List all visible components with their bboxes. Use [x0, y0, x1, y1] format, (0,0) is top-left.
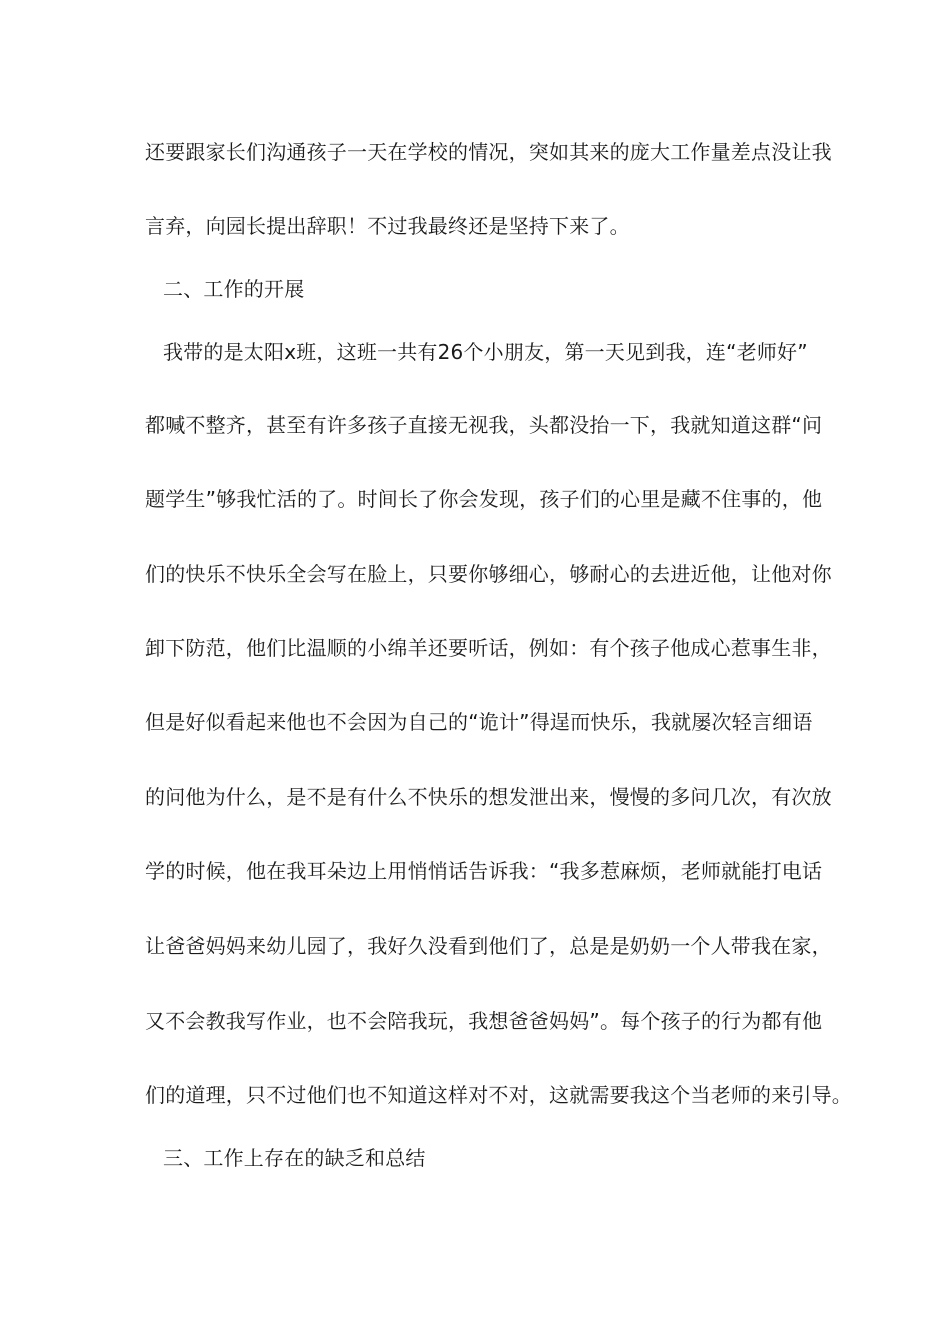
- paragraph-line: 让爸爸妈妈来幼儿园了，我好久没看到他们了，总是是奶奶一个人带我在家，: [145, 934, 832, 958]
- paragraph-line: 题学生”够我忙活的了。时间长了你会发现，孩子们的心里是藏不住事的，他: [145, 487, 823, 511]
- paragraph-line: 言弃，向园长提出辞职！不过我最终还是坚持下来了。: [145, 214, 630, 238]
- paragraph-line: 我带的是太阳x班，这班一共有26个小朋友，第一天见到我，连“老师好”: [163, 340, 808, 364]
- paragraph-line: 的问他为什么，是不是有什么不快乐的想发泄出来，慢慢的多问几次，有次放: [145, 785, 832, 809]
- paragraph-line: 卸下防范，他们比温顺的小绵羊还要听话，例如：有个孩子他成心惹事生非，: [145, 636, 832, 660]
- paragraph-line: 又不会教我写作业，也不会陪我玩，我想爸爸妈妈”。每个孩子的行为都有他: [145, 1009, 823, 1033]
- section-heading: 三、工作上存在的缺乏和总结: [163, 1146, 426, 1170]
- paragraph-line: 但是好似看起来他也不会因为自己的“诡计”得逞而快乐，我就屡次轻言细语: [145, 710, 813, 734]
- paragraph-line: 学的时候，他在我耳朵边上用悄悄话告诉我：“我多惹麻烦，老师就能打电话: [145, 859, 823, 883]
- section-heading: 二、工作的开展: [163, 277, 305, 301]
- paragraph-line: 们的快乐不快乐全会写在脸上，只要你够细心，够耐心的去进近他，让他对你: [145, 562, 832, 586]
- paragraph-line: 们的道理，只不过他们也不知道这样对不对，这就需要我这个当老师的来引导。: [145, 1083, 852, 1107]
- paragraph-line: 都喊不整齐，甚至有许多孩子直接无视我，头都没抬一下，我就知道这群“问: [145, 413, 823, 437]
- paragraph-line: 还要跟家长们沟通孩子一天在学校的情况，突如其来的庞大工作量差点没让我: [145, 140, 832, 164]
